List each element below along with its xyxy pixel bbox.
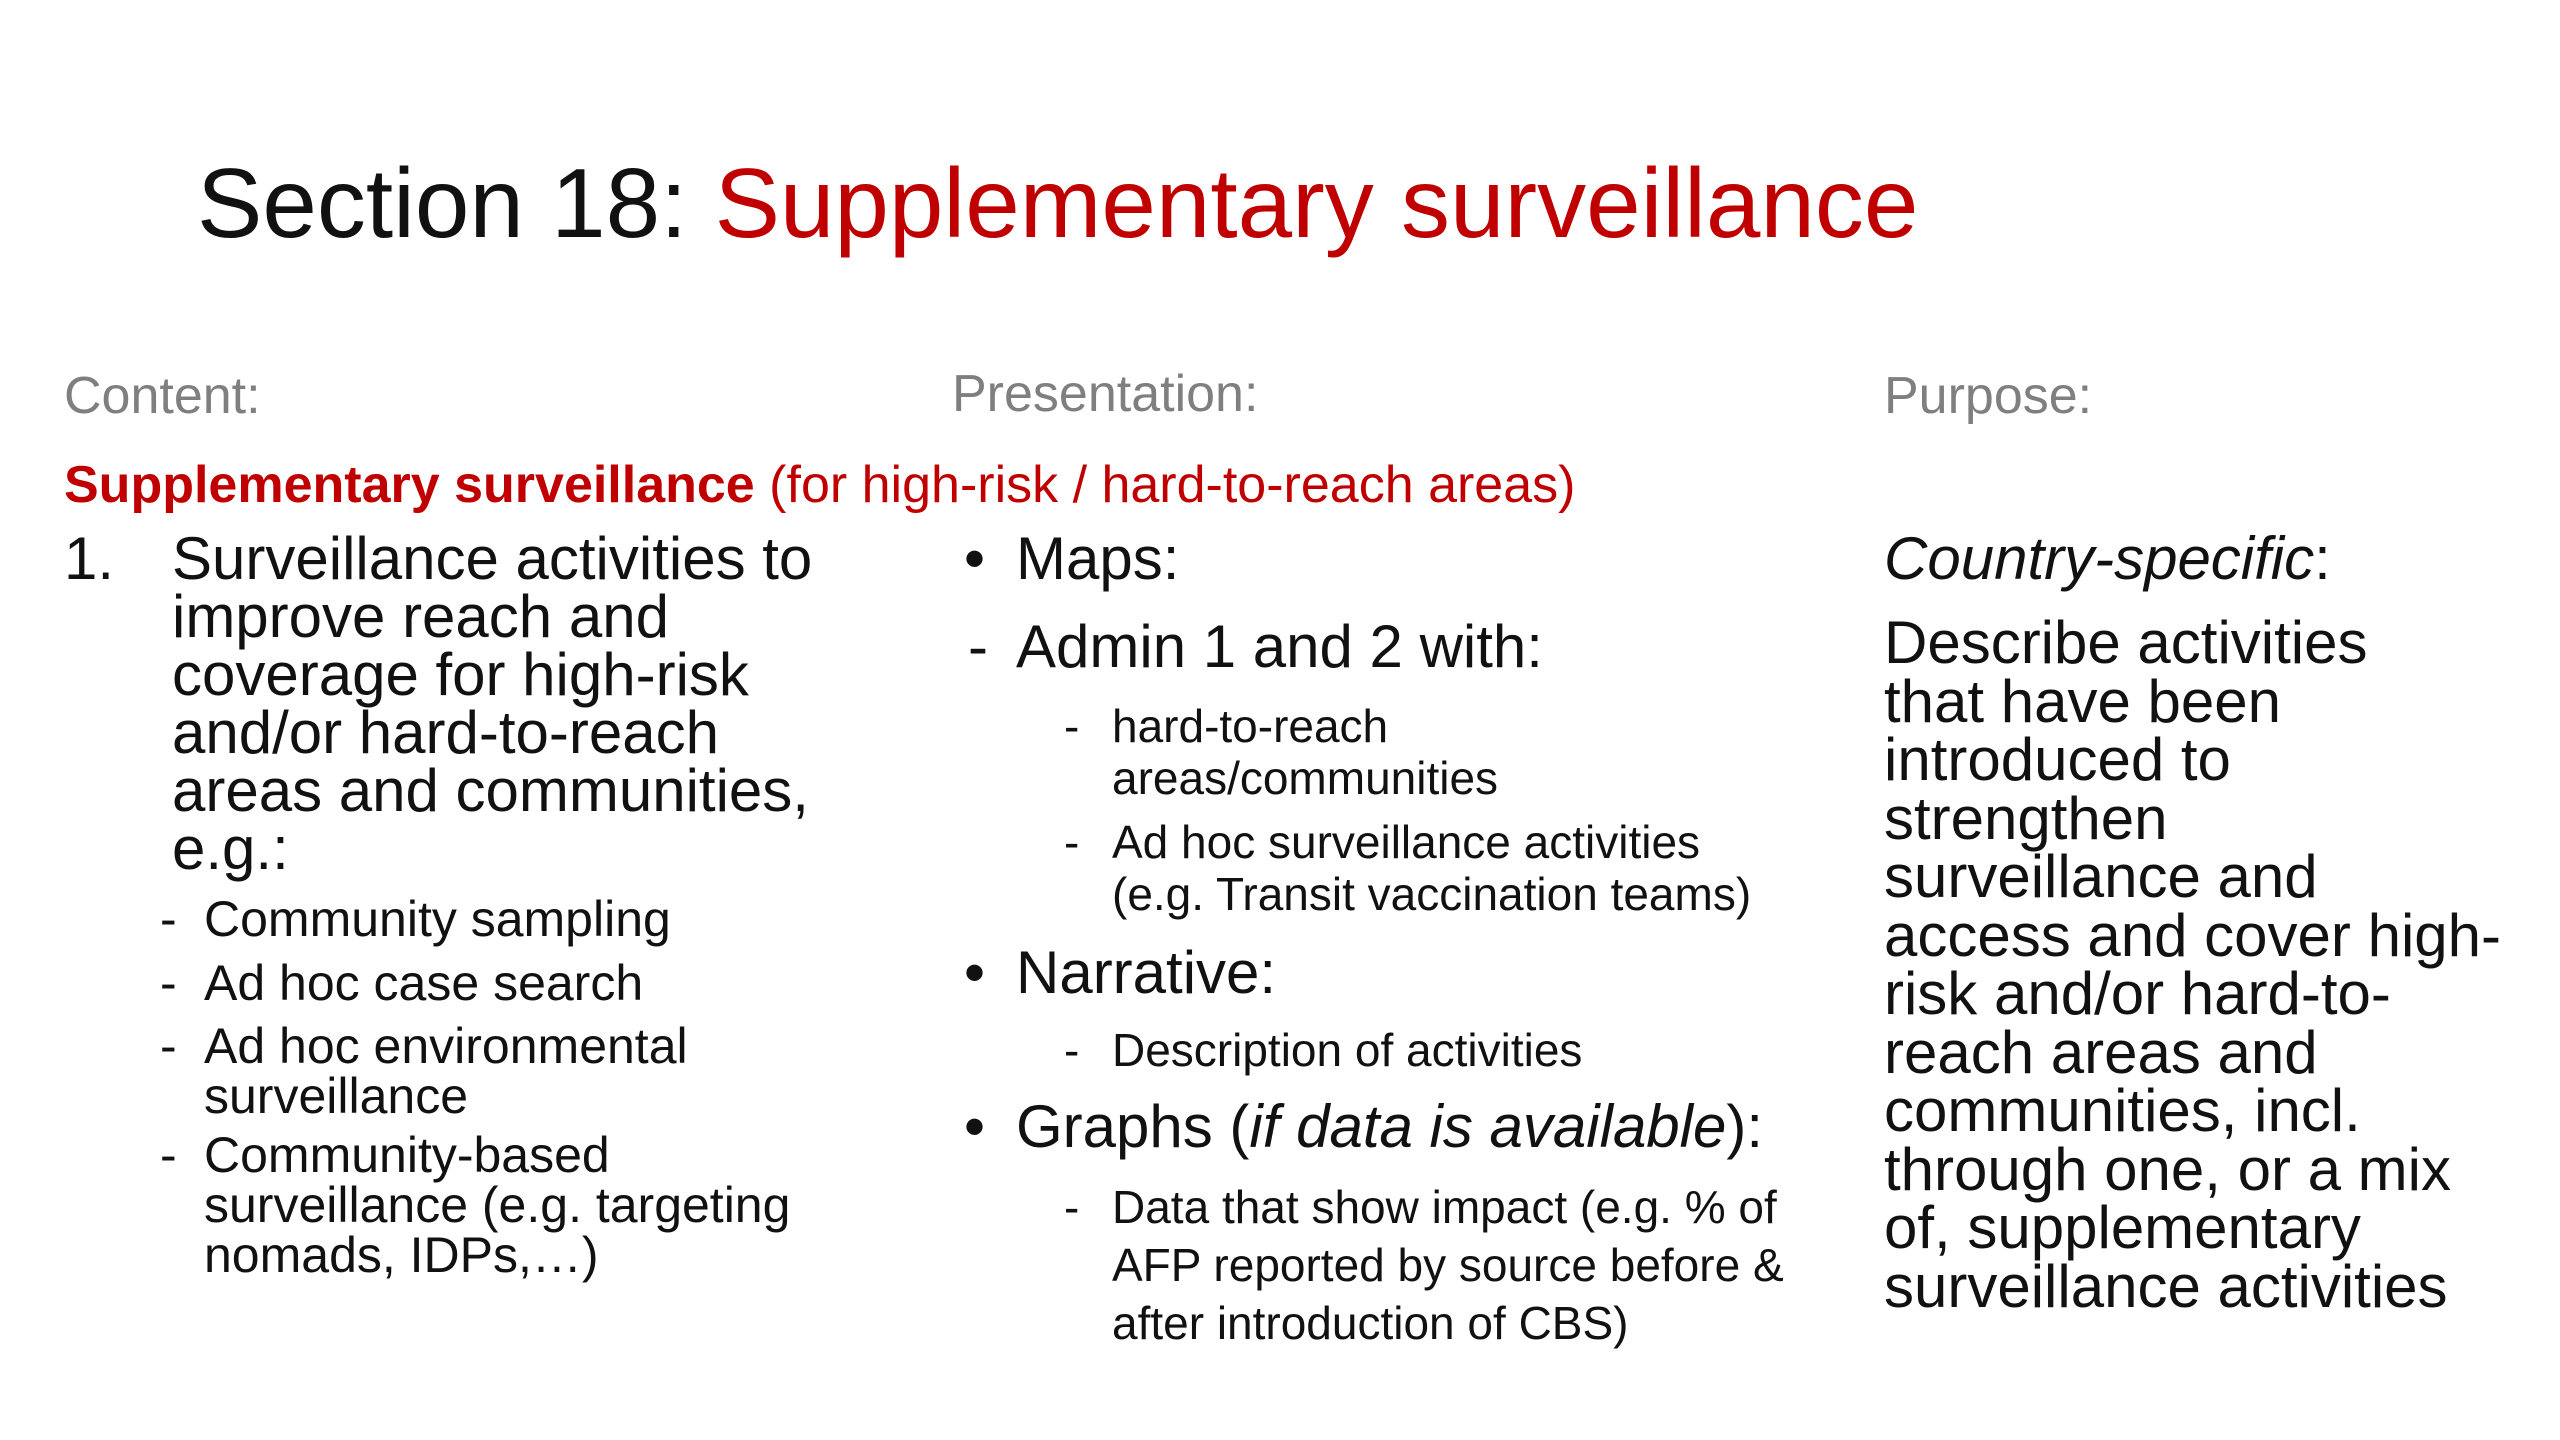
item-number: 1. [64, 525, 115, 592]
purpose-line: Describe activities [1884, 609, 2368, 676]
subitem-text [204, 1127, 791, 1283]
subitem-text [204, 1018, 688, 1124]
graphs-prefix: Graphs ( [1016, 1093, 1250, 1160]
purpose-line: of, supplementary [1884, 1194, 2361, 1261]
purpose-line: that have been [1884, 667, 2282, 735]
purpose-line: reach areas and [1884, 1018, 2318, 1086]
slide-title [197, 150, 1918, 258]
bullet-marker: • [964, 525, 986, 592]
purpose-line: through one, or a mix [1884, 1135, 2451, 1203]
content-item-text [172, 525, 813, 882]
title-highlight: Supplementary surveillance [714, 148, 1919, 258]
purpose-line: surveillance and [1884, 843, 2318, 910]
dash-marker: - [1064, 1181, 1080, 1233]
subitem-text [1112, 700, 1498, 804]
supplementary-subheading [64, 455, 1575, 515]
purpose-description [1884, 609, 2501, 1320]
purpose-line: communities, incl. [1884, 1077, 2361, 1144]
country-specific-label: Country-specific [1884, 525, 2315, 592]
purpose-line: surveillance activities [1884, 1252, 2448, 1320]
bullet-marker: • [964, 939, 986, 1006]
subitem-text: Description of activities [1112, 1024, 1583, 1076]
graphs-suffix: ): [1726, 1093, 1764, 1160]
subitem-line: Data that show impact (e.g. % of [1112, 1181, 1777, 1233]
purpose-line: strengthen [1884, 784, 2168, 852]
subitem-line: areas/communities [1112, 752, 1499, 804]
dash-marker: - [1064, 1024, 1080, 1076]
subitem-text: Ad hoc case search [204, 955, 644, 1011]
subitem-text: Community sampling [204, 891, 671, 947]
subitem-line: Ad hoc environmental [204, 1018, 688, 1074]
subheading-rest: (for high-risk / hard-to-reach areas) [754, 456, 1576, 514]
subitem-line: Ad hoc surveillance activities [1112, 816, 1701, 868]
narrative-label: Narrative: [1016, 939, 1277, 1006]
purpose-line: access and cover high- [1884, 901, 2501, 969]
dash-marker: - [160, 891, 177, 947]
content-line: improve reach and [172, 583, 669, 650]
presentation-column-label: Presentation: [952, 365, 1259, 423]
maps-label: Maps: [1016, 525, 1180, 592]
title-prefix: Section 18: [197, 148, 715, 258]
subitem-line: AFP reported by source before & [1112, 1239, 1784, 1291]
subitem-text [1112, 816, 1751, 920]
subitem-line: (e.g. Transit vaccination teams) [1112, 868, 1752, 920]
content-line: coverage for high-risk [172, 641, 749, 708]
dash-marker: - [160, 1018, 177, 1074]
dash-marker: - [968, 613, 988, 680]
content-line: Surveillance activities to [172, 525, 813, 592]
dash-marker: - [1064, 700, 1080, 752]
subitem-line: Community-based [204, 1127, 610, 1183]
subheading-bold: Supplementary surveillance [64, 456, 755, 514]
content-column-label: Content: [64, 367, 261, 425]
bullet-marker: • [964, 1093, 986, 1160]
subitem-line: nomads, IDPs,…) [204, 1227, 599, 1283]
content-line: areas and communities, [172, 757, 809, 824]
subitem-text [1112, 1178, 1784, 1352]
graphs-italic: if data is available [1249, 1093, 1727, 1160]
country-specific-colon: : [2314, 525, 2331, 592]
content-line: and/or hard-to-reach [172, 699, 719, 766]
subitem-line: surveillance (e.g. targeting [204, 1177, 791, 1233]
purpose-line: introduced to [1884, 726, 2231, 793]
dash-marker: - [160, 955, 177, 1011]
admin-label: Admin 1 and 2 with: [1016, 613, 1543, 680]
content-line: e.g.: [172, 815, 289, 882]
dash-marker: - [160, 1127, 177, 1183]
subitem-line: surveillance [204, 1068, 469, 1124]
subitem-line: hard-to-reach [1112, 700, 1389, 752]
subitem-line: after introduction of CBS) [1112, 1297, 1629, 1349]
graphs-label [1016, 1093, 1764, 1160]
country-specific-heading [1884, 525, 2331, 592]
purpose-column-label: Purpose: [1884, 367, 2093, 425]
dash-marker: - [1064, 816, 1080, 868]
purpose-line: risk and/or hard-to- [1884, 960, 2391, 1027]
